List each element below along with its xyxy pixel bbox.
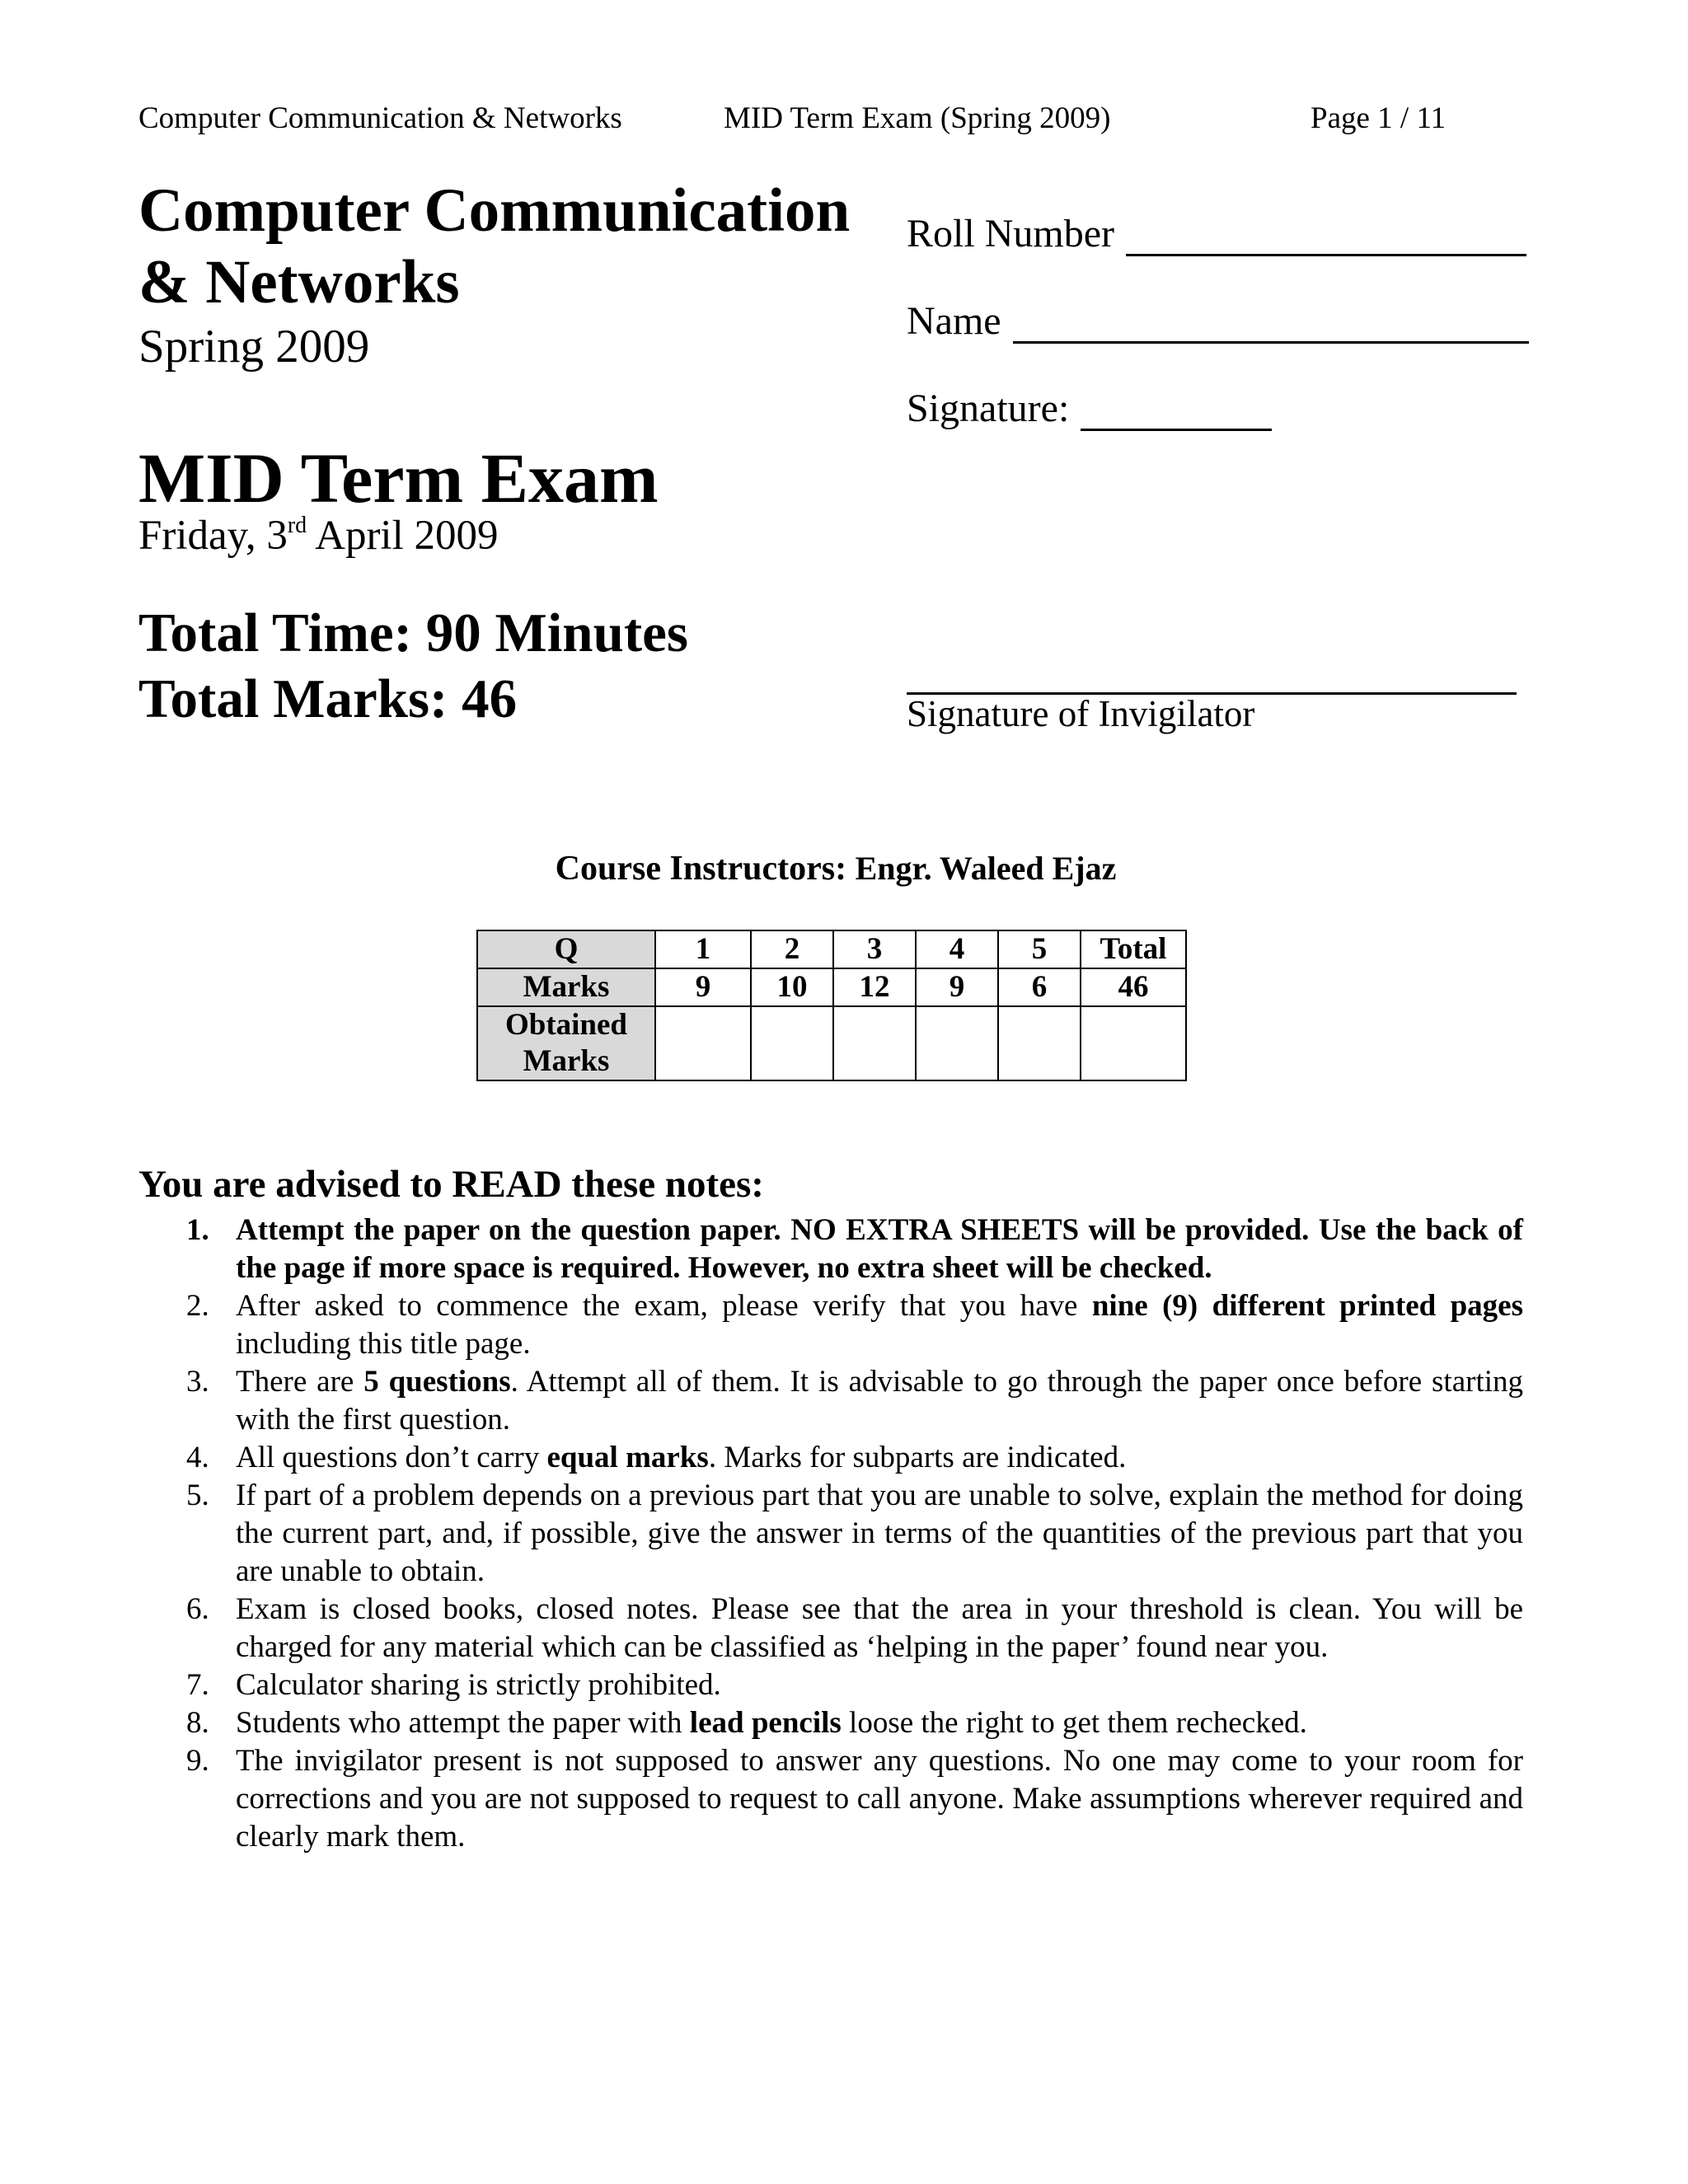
list-item [138,1477,1523,1591]
obtained-label-line-1: Obtained [504,1008,628,1042]
notes-list [138,1212,1523,1856]
obtained-marks-q3[interactable] [833,1006,916,1080]
obtained-marks-q2[interactable] [751,1006,833,1080]
table-cell-obtained-label [477,1006,655,1080]
table-cell: 2 [751,930,833,968]
running-header-course: Computer Communication & Networks [138,101,622,135]
list-item-number: 1. [186,1213,209,1247]
obtained-marks-q1[interactable] [655,1006,751,1080]
name-field[interactable] [907,298,1529,344]
list-item-number: 3. [186,1365,209,1399]
list-item [138,1704,1523,1742]
table-row-obtained-marks [477,1006,1186,1080]
list-item-text: The invigilator present is not supposed to answer any questions. No one may come to your room for corrections and you are not supposed to request to call anyone. Make assumptions wherever required and clearly mark them. [236,1744,1523,1854]
table-cell: 46 [1081,968,1186,1006]
course-title-line-2: & Networks [138,248,460,316]
course-instructors [0,849,1672,888]
exam-date-ordinal: rd [287,513,307,538]
semester: Spring 2009 [138,321,370,373]
list-item-number: 4. [186,1441,209,1474]
exam-date [138,509,499,562]
signature-field[interactable] [907,386,1272,431]
list-item-emphasis: 5 questions [363,1365,511,1399]
list-item [138,1363,1523,1439]
marks-table [476,930,1187,1081]
table-cell: 6 [998,968,1081,1006]
table-cell: 10 [751,968,833,1006]
table-cell: Marks [477,968,655,1006]
list-item-number: 2. [186,1289,209,1323]
list-item-text: including this title page. [236,1327,531,1361]
list-item-text: . Marks for subparts are indicated. [708,1441,1127,1474]
list-item-text: loose the right to get them rechecked. [841,1706,1307,1740]
list-item-text: There are [236,1365,364,1399]
table-cell: Total [1081,930,1186,968]
total-time: Total Time: 90 Minutes [138,602,688,663]
list-item [138,1666,1523,1704]
list-item-text: If part of a problem depends on a previous part that you are unable to solve, explain the method for doing the current part, and, if possible, give the answer in terms of the quantities of the previous part that you are unable to obtain. [236,1479,1523,1588]
running-header-exam: MID Term Exam (Spring 2009) [724,101,1111,135]
table-row-marks [477,968,1186,1006]
list-item-text: After asked to commence the exam, please verify that you have [236,1289,1092,1323]
running-header-page: Page 1 / 11 [1311,101,1447,135]
totals [138,600,688,732]
list-item-text: Exam is closed books, closed notes. Please see that the area in your threshold is clean. You will be charged for any material which can be classified as ‘helping in the paper’ found near you. [236,1592,1523,1664]
instructor-name: Engr. Waleed Ejaz [855,850,1117,887]
obtained-marks-total[interactable] [1081,1006,1186,1080]
roll-number-field[interactable] [907,211,1526,256]
table-cell: 1 [655,930,751,968]
signature-blank[interactable] [1081,396,1272,431]
list-item [138,1439,1523,1477]
title-block [138,175,880,376]
list-item [138,1287,1523,1363]
roll-number-label: Roll Number [907,212,1114,255]
course-title-line-1: Computer Communication [138,176,851,245]
exam-title: MID Term Exam [138,438,659,518]
invigilator-signature-label: Signature of Invigilator [907,693,1255,734]
list-item-text: Attempt the paper on the question paper. NO EXTRA SHEETS will be provided. Use the back of the page if more space is required. However, no extra sheet will be checked. [236,1213,1523,1285]
list-item-number: 8. [186,1706,209,1740]
signature-label: Signature: [907,387,1070,430]
list-item-number: 5. [186,1479,209,1512]
table-cell: Q [477,930,655,968]
list-item-text: Students who attempt the paper with [236,1706,690,1740]
table-cell: 5 [998,930,1081,968]
table-row-questions [477,930,1186,968]
table-cell: 9 [916,968,998,1006]
list-item-text: All questions don’t carry [236,1441,547,1474]
obtained-marks-q5[interactable] [998,1006,1081,1080]
list-item-emphasis: equal marks [546,1441,709,1474]
obtained-marks-q4[interactable] [916,1006,998,1080]
total-marks: Total Marks: 46 [138,668,518,729]
exam-date-suffix: April 2009 [307,513,499,559]
exam-date-prefix: Friday, 3 [138,513,288,559]
list-item [138,1742,1523,1856]
list-item-text: Calculator sharing is strictly prohibited. [236,1668,721,1702]
notes-heading: You are advised to READ these notes: [138,1163,764,1206]
obtained-label-line-2: Marks [523,1044,610,1078]
list-item-emphasis: nine (9) different printed pages [1091,1289,1524,1323]
roll-number-blank[interactable] [1126,221,1526,256]
list-item [138,1591,1523,1666]
table-cell: 12 [833,968,916,1006]
instructors-label: Course Instructors: [555,850,847,888]
name-blank[interactable] [1013,308,1529,344]
table-cell: 3 [833,930,916,968]
table-cell: 9 [655,968,751,1006]
list-item-number: 7. [186,1668,209,1702]
name-label: Name [907,299,1001,343]
list-item-number: 9. [186,1744,209,1778]
list-item-emphasis: lead pencils [689,1706,842,1740]
list-item-number: 6. [186,1592,209,1626]
list-item [138,1212,1523,1287]
list-item-text: . Attempt all of them. It is advisable to go through the paper once before starting with the first question. [236,1365,1523,1436]
table-cell: 4 [916,930,998,968]
